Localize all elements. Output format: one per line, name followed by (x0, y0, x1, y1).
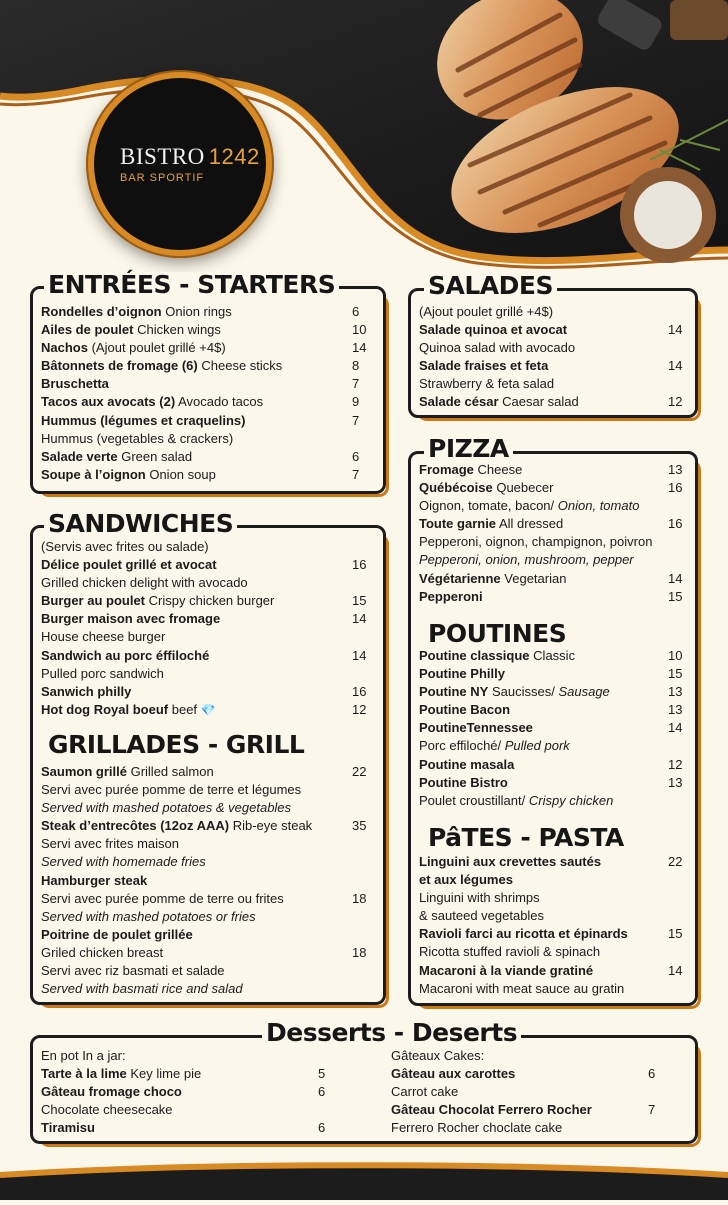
menu-item (419, 647, 685, 665)
menu-item (41, 1119, 331, 1137)
pizza-list (419, 461, 685, 606)
item-price: 8 (352, 358, 360, 374)
menu-item (41, 556, 371, 574)
item-price: 15 (668, 666, 683, 682)
item-name-fr: Salade quinoa et avocat (419, 322, 568, 338)
menu-item (391, 1065, 661, 1083)
menu-item (419, 683, 685, 701)
menu-item (419, 907, 685, 925)
item-name-fr: Bâtonnets de fromage (6) (41, 358, 198, 374)
item-name-en: Grilled chicken delight with avocado (41, 575, 248, 591)
item-name-fr: Tacos aux avocats (2) (41, 394, 176, 410)
menu-item (41, 926, 371, 944)
menu-item (419, 533, 685, 551)
menu-item (41, 1065, 331, 1083)
menu-item (41, 781, 371, 799)
item-name-en: Servi avec purée pomme de terre et légumes (41, 782, 302, 798)
menu-item (41, 701, 371, 719)
item-name-en: beef (171, 701, 198, 717)
menu-item (41, 835, 371, 853)
item-name-en: Avocado tacos (178, 394, 264, 410)
item-desc-italic: Onion, tomato (557, 498, 640, 514)
item-desc-italic: Served with mashed potatoes & vegetables (41, 800, 292, 816)
menu-item (419, 756, 685, 774)
menu-note: (Ajout poulet grillé +4$) (419, 304, 554, 319)
item-name-fr: Poutine masala (419, 756, 515, 772)
item-name-en: Caesar salad (502, 394, 579, 410)
poutines-list (419, 647, 685, 810)
item-desc-italic: Crispy chicken (528, 792, 614, 808)
item-price: 35 (352, 818, 367, 834)
menu-item (41, 944, 371, 962)
menu-note: (Servis avec frites ou salade) (41, 539, 209, 554)
pizza-title: PIZZA (424, 436, 513, 461)
menu-item (41, 817, 371, 835)
item-name-fr: Steak d’entrecôtes (12oz AAA) (41, 818, 230, 834)
item-price: 14 (668, 358, 683, 374)
item-name-en: Poulet croustillant/ (419, 792, 526, 808)
item-name-en: Gâteaux Cakes: (391, 1048, 485, 1063)
item-price: 12 (668, 756, 683, 772)
menu-item (41, 763, 371, 781)
menu-item (41, 592, 371, 610)
menu-item (419, 792, 685, 810)
item-name-fr: Poitrine de poulet grillée (41, 926, 193, 942)
item-price: 14 (668, 570, 683, 586)
menu-item (41, 430, 371, 448)
item-name-en: & sauteed vegetables (419, 908, 545, 924)
item-name-en: Chicken wings (137, 322, 221, 338)
item-desc-italic: Pepperoni, onion, mushroom, pepper (419, 552, 634, 568)
menu-item (41, 303, 371, 321)
item-price: 7 (352, 466, 360, 482)
menu-item (419, 570, 685, 588)
item-name-en: Carrot cake (391, 1084, 459, 1100)
menu-item (419, 853, 685, 871)
item-name-en: House cheese burger (41, 629, 166, 645)
item-price: 7 (648, 1102, 656, 1118)
item-name-fr: Toute garnie (419, 516, 497, 532)
brand-title (120, 144, 266, 170)
item-price: 18 (352, 944, 367, 960)
item-desc-italic: Served with homemade fries (41, 854, 206, 870)
item-price: 14 (668, 720, 683, 736)
item-name-fr: Gâteau fromage choco (41, 1084, 182, 1100)
item-name-fr: Poutine Bacon (419, 702, 511, 718)
item-price: 9 (352, 394, 360, 410)
menu-item (41, 610, 371, 628)
item-name-en: Macaroni with meat sauce au gratin (419, 980, 625, 996)
starters-title: ENTRÉES - STARTERS (44, 272, 339, 297)
footer-wave (0, 1160, 728, 1200)
menu-item (41, 872, 371, 890)
diamond-icon: 💎 (200, 702, 216, 717)
item-name-fr: Ravioli farci au ricotta et épinards (419, 926, 628, 942)
menu-item (419, 737, 685, 755)
menu-item (41, 908, 371, 926)
item-name-fr: Gâteau Chocolat Ferrero Rocher (391, 1102, 592, 1118)
item-name-fr: Sandwich au porc éffiloché (41, 647, 210, 663)
menu-item (419, 461, 685, 479)
item-name-en: Servi avec purée pomme de terre ou frites (41, 890, 284, 906)
item-name-en: Griled chicken breast (41, 944, 164, 960)
item-name-en: Porc effiloché/ (419, 738, 502, 754)
grill-title: GRILLADES - GRILL (48, 730, 305, 759)
item-price: 16 (668, 516, 683, 532)
item-name-fr: Bruschetta (41, 376, 109, 392)
item-name-fr: Sanwich philly (41, 683, 132, 699)
item-name-en: Oignon, tomate, bacon/ (419, 498, 555, 514)
menu-item (419, 889, 685, 907)
item-price: 16 (352, 557, 367, 573)
item-price: 14 (668, 322, 683, 338)
menu-item (41, 412, 371, 430)
menu-item (41, 357, 371, 375)
menu-item (419, 980, 685, 998)
desserts-title: Desserts - Deserts (262, 1020, 521, 1045)
menu-item (41, 799, 371, 817)
menu-item (419, 925, 685, 943)
item-name-fr: Tarte à la lime (41, 1066, 127, 1082)
item-name-en: Cheese sticks (201, 358, 283, 374)
menu-item (419, 497, 685, 515)
starters-list (41, 303, 371, 484)
menu-item (391, 1119, 661, 1137)
item-name-fr: Salade césar (419, 394, 499, 410)
menu-item (419, 321, 685, 339)
item-name-fr: Végétarienne (419, 570, 501, 586)
item-name-fr: Hot dog Royal boeuf (41, 701, 169, 717)
menu-item (419, 339, 685, 357)
item-name-fr: Macaroni à la viande gratiné (419, 962, 594, 978)
item-name-en: Strawberry & feta salad (419, 376, 555, 392)
menu-item (41, 1101, 331, 1119)
item-name-en: Onion soup (149, 466, 216, 482)
item-name-fr: Poutine Bistro (419, 774, 508, 790)
menu-item (419, 871, 685, 889)
menu-item (41, 448, 371, 466)
item-price: 14 (352, 611, 367, 627)
item-name-en: (Ajout poulet grillé +4$) (91, 340, 226, 356)
item-price: 12 (352, 701, 367, 717)
item-price: 13 (668, 462, 683, 477)
item-name-en: Vegetarian (504, 570, 567, 586)
item-price: 14 (668, 962, 683, 978)
item-name-fr: Québécoise (419, 480, 493, 496)
item-price: 16 (668, 480, 683, 496)
menu-item (419, 375, 685, 393)
menu-item (391, 1083, 661, 1101)
menu-item (41, 980, 371, 998)
menu-item (41, 665, 371, 683)
item-name-en: Green salad (121, 448, 193, 464)
item-price: 6 (352, 304, 360, 319)
item-name-en: Ferrero Rocher choclate cake (391, 1120, 563, 1136)
item-desc-italic: Served with mashed potatoes or fries (41, 908, 256, 924)
grill-list (41, 763, 371, 998)
item-price: 13 (668, 702, 683, 718)
item-name-en: Classic (533, 648, 576, 663)
menu-item (41, 393, 371, 411)
item-price: 14 (352, 647, 367, 663)
item-name-en: Cheese (477, 462, 523, 477)
item-name-en: Key lime pie (130, 1066, 202, 1082)
item-name-fr: Poutine Philly (419, 666, 505, 682)
item-name-en: Linguini with shrimps (419, 890, 540, 906)
menu-item (419, 774, 685, 792)
menu-item (41, 962, 371, 980)
item-name-fr: Linguini aux crevettes sautés (419, 854, 602, 869)
salads-list (419, 303, 685, 412)
item-name-fr: Poutine classique (419, 648, 530, 663)
poutines-title: POUTINES (428, 619, 567, 648)
item-name-en: Crispy chicken burger (148, 593, 275, 609)
menu-item (41, 466, 371, 484)
brand-logo (88, 72, 272, 256)
item-price: 15 (668, 588, 683, 604)
brand-subtitle: BAR SPORTIF (120, 172, 205, 184)
item-name-fr: Rondelles d’oignon (41, 304, 162, 319)
menu-item (391, 1047, 661, 1065)
menu-item (41, 853, 371, 871)
item-price: 5 (318, 1066, 326, 1082)
menu-item (419, 719, 685, 737)
item-name-en: Quebecer (496, 480, 554, 496)
item-price: 10 (668, 648, 683, 663)
item-name-en: Servi avec frites maison (41, 836, 179, 852)
item-price: 7 (352, 412, 360, 428)
menu-item (419, 962, 685, 980)
menu-item (419, 701, 685, 719)
menu-item (419, 665, 685, 683)
item-price: 6 (352, 448, 360, 464)
item-price: 14 (352, 340, 367, 356)
item-name-fr: Gâteau aux carottes (391, 1066, 516, 1082)
brand-name: BISTRO (120, 144, 205, 169)
item-name-fr: Hamburger steak (41, 872, 148, 888)
item-name-en: Quinoa salad with avocado (419, 340, 576, 356)
item-name-fr: Burger maison avec fromage (41, 611, 221, 627)
item-name-fr: Tiramisu (41, 1120, 95, 1136)
item-name-en: Hummus (vegetables & crackers) (41, 430, 234, 446)
menu-item (419, 357, 685, 375)
pasta-list (419, 853, 685, 998)
item-price: 7 (352, 376, 360, 392)
item-price: 15 (352, 593, 367, 609)
item-price: 6 (318, 1120, 326, 1136)
item-name-en: En pot In a jar: (41, 1048, 126, 1063)
menu-item (41, 339, 371, 357)
menu-item (41, 628, 371, 646)
item-desc-italic: Served with basmati rice and salad (41, 981, 243, 997)
menu-item (419, 943, 685, 961)
item-name-en: Pulled porc sandwich (41, 665, 164, 681)
item-name-fr: Délice poulet grillé et avocat (41, 557, 217, 573)
item-desc-italic: Pulled pork (504, 738, 570, 754)
menu-item (41, 1047, 331, 1065)
item-name-en: Pepperoni, oignon, champignon, poivron (419, 534, 653, 550)
menu-item (41, 1083, 331, 1101)
item-name-en: Chocolate cheesecake (41, 1102, 173, 1118)
menu-item (41, 321, 371, 339)
item-name-en: Servi avec riz basmati et salade (41, 963, 225, 979)
sandwiches-list (41, 538, 371, 719)
menu-item (419, 551, 685, 569)
item-name-fr: Salade fraises et feta (419, 358, 549, 374)
menu-item (41, 375, 371, 393)
item-name-en: Saucisses/ (491, 684, 555, 700)
menu-item (419, 479, 685, 497)
item-name-fr: Soupe à l’oignon (41, 466, 146, 482)
item-price: 22 (668, 854, 683, 869)
sandwiches-title: SANDWICHES (44, 511, 237, 536)
menu-item (41, 890, 371, 908)
brand-number: 1242 (208, 144, 260, 169)
item-price: 18 (352, 890, 367, 906)
item-name-en: Onion rings (165, 304, 232, 319)
menu-item (419, 588, 685, 606)
item-name-fr: Hummus (légumes et craquelins) (41, 412, 246, 428)
item-price: 6 (318, 1084, 326, 1100)
item-name-fr: Ailes de poulet (41, 322, 134, 338)
item-name-fr: Nachos (41, 340, 88, 356)
item-price: 13 (668, 774, 683, 790)
item-name-fr: PoutineTennessee (419, 720, 533, 736)
item-name-fr: Fromage (419, 462, 474, 477)
item-name-fr: Saumon grillé (41, 764, 127, 779)
item-price: 12 (668, 394, 683, 410)
item-name-fr: Poutine NY (419, 684, 489, 700)
item-price: 16 (352, 683, 367, 699)
menu-item (419, 393, 685, 411)
item-price: 15 (668, 926, 683, 942)
item-name-fr: et aux légumes (419, 872, 513, 888)
item-name-en: Rib-eye steak (232, 818, 313, 834)
item-price: 22 (352, 764, 367, 779)
item-desc-italic: Sausage (558, 684, 610, 700)
pasta-title: PâTES - PASTA (428, 823, 624, 852)
item-name-fr: Salade verte (41, 448, 118, 464)
menu-item (41, 574, 371, 592)
menu-item (41, 647, 371, 665)
desserts-left-list (41, 1047, 331, 1137)
item-price: 6 (648, 1066, 656, 1082)
menu-item (41, 683, 371, 701)
salads-title: SALADES (424, 273, 557, 298)
desserts-right-list (391, 1047, 661, 1137)
item-price: 13 (668, 684, 683, 700)
item-name-fr: Pepperoni (419, 588, 483, 604)
item-price: 10 (352, 322, 367, 338)
menu-item (419, 515, 685, 533)
item-name-en: All dressed (498, 516, 564, 532)
item-name-fr: Burger au poulet (41, 593, 146, 609)
item-name-en: Grilled salmon (130, 764, 214, 779)
item-name-en: Ricotta stuffed ravioli & spinach (419, 944, 601, 960)
menu-item (391, 1101, 661, 1119)
